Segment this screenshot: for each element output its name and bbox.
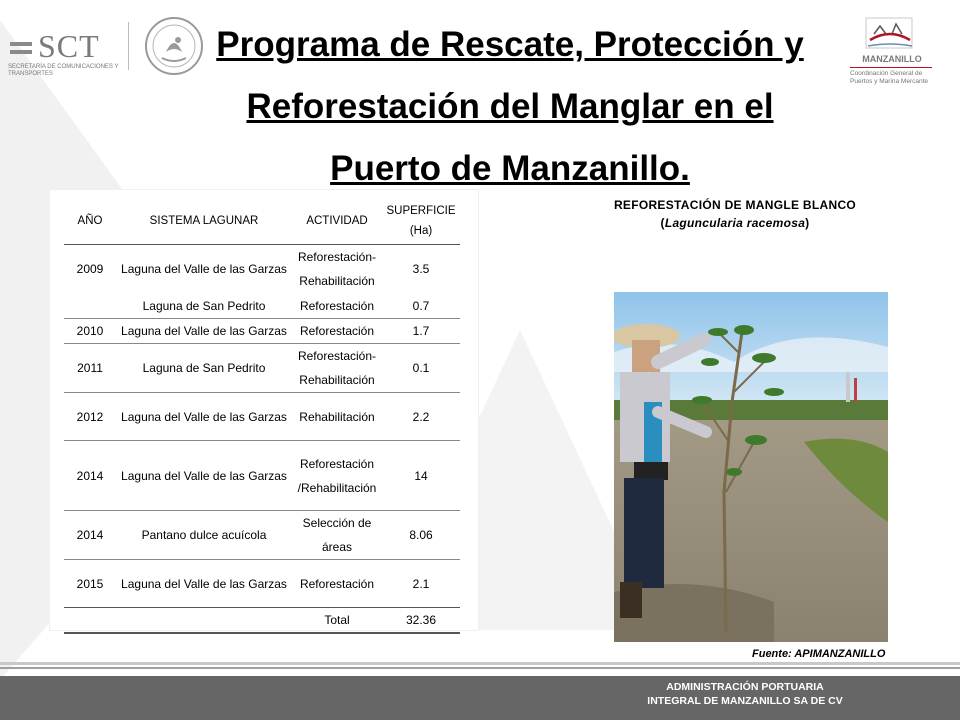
header-area-line2: (Ha) (409, 224, 433, 237)
manzanillo-logo-rule (850, 67, 932, 68)
cell-activity-line2: Rehabilitación (299, 373, 375, 387)
cell-year: 2014 (64, 441, 116, 511)
sct-logo-name: SCT (38, 28, 100, 64)
table-row (64, 244, 460, 294)
sct-mark (10, 50, 32, 54)
photo-caption-species: Laguncularia racemosa (664, 216, 806, 230)
cell-system: Laguna de San Pedrito (116, 344, 292, 393)
photo-caption (600, 196, 870, 232)
cell-activity (292, 244, 382, 294)
cell-year (64, 294, 116, 319)
header-activity: ACTIVIDAD (292, 198, 382, 244)
footer-line1: ADMINISTRACIÓN PORTUARIA (666, 681, 824, 693)
cell-system: Laguna del Valle de las Garzas (116, 393, 292, 441)
cell-area: 0.7 (412, 299, 430, 313)
paren-open: ( (660, 216, 665, 230)
cell-area: 2.2 (382, 393, 460, 441)
cell-year: 2011 (64, 344, 116, 393)
photo-caption-species-line (600, 214, 870, 232)
cell-system: Pantano dulce acuícola (116, 511, 292, 560)
cell-activity-line1: Reforestación- (297, 250, 377, 265)
manzanillo-logo-subtitle: Coordinación General de Puertos y Marina Mercante (850, 70, 929, 85)
cell-area: 2.1 (382, 560, 460, 608)
cell-activity (292, 441, 382, 511)
header-area (382, 198, 460, 244)
table-header-row (64, 198, 460, 244)
footer-bar (0, 676, 960, 720)
table-row (64, 344, 460, 393)
cell-activity: Reforestación (292, 319, 382, 344)
header-year: AÑO (64, 198, 116, 244)
cell-area: 14 (382, 441, 460, 511)
cell-empty (64, 608, 116, 634)
cell-area: 0.1 (382, 344, 460, 393)
manzanillo-logo-name: MANZANILLO (862, 54, 922, 64)
manzanillo-logo (844, 14, 936, 98)
cell-activity (292, 344, 382, 393)
cell-system: Laguna del Valle de las Garzas (121, 262, 287, 277)
cell-system: Laguna de San Pedrito (142, 299, 266, 313)
sct-mark (10, 42, 32, 46)
sct-logo (6, 20, 118, 76)
cell-year: 2009 (76, 262, 104, 277)
cell-activity: Reforestación (299, 299, 375, 313)
cell-activity-line2: /Rehabilitación (297, 480, 377, 495)
cell-year: 2015 (64, 560, 116, 608)
header-area-line1: SUPERFICIE (386, 204, 456, 217)
footer-divider (0, 662, 960, 665)
footer-line2: INTEGRAL DE MANZANILLO SA DE CV (647, 695, 843, 707)
slide-title: Programa de Rescate, Protección y Reforestación del Manglar en el Puerto de Manzanillo. (216, 25, 804, 188)
footer-org-name (600, 680, 890, 708)
cell-empty (116, 608, 292, 634)
header-system: SISTEMA LAGUNAR (116, 198, 292, 244)
cell-year: 2010 (64, 319, 116, 344)
table-row (64, 511, 460, 560)
sct-logo-subtitle: SECRETARÍA DE COMUNICACIONES Y TRANSPORTES (8, 64, 119, 77)
cell-year: 2012 (64, 393, 116, 441)
cell-activity-line1: Reforestación- (297, 349, 377, 363)
table-row (64, 319, 460, 344)
cell-area: 3.5 (412, 262, 430, 277)
total-label: Total (292, 608, 382, 634)
reforestation-table-panel (50, 190, 478, 630)
footer-divider (0, 667, 960, 669)
table-row (64, 441, 460, 511)
cell-activity (292, 511, 382, 560)
table-row (64, 393, 460, 441)
reforestation-table (64, 198, 460, 634)
photo-caption-title: REFORESTACIÓN DE MANGLE BLANCO (613, 198, 857, 212)
cell-area: 8.06 (382, 511, 460, 560)
cell-activity: Reforestación (292, 560, 382, 608)
cell-system: Laguna del Valle de las Garzas (116, 560, 292, 608)
cell-activity-line2: áreas (321, 540, 353, 554)
cell-activity-line1: Reforestación (299, 456, 375, 471)
cell-year: 2014 (64, 511, 116, 560)
table-row (64, 560, 460, 608)
logo-divider (128, 22, 129, 70)
cell-system: Laguna del Valle de las Garzas (116, 319, 292, 344)
cell-activity-line2: Rehabilitación (299, 274, 375, 289)
cell-system: Laguna del Valle de las Garzas (116, 441, 292, 511)
source-note: Fuente: APIMANZANILLO (752, 648, 886, 660)
paren-close: ) (805, 216, 810, 230)
table-row (64, 294, 460, 319)
cell-activity: Rehabilitación (292, 393, 382, 441)
cell-activity-line1: Selección de (302, 516, 372, 530)
total-value: 32.36 (382, 608, 460, 634)
table-total-row (64, 608, 460, 634)
cell-area: 1.7 (382, 319, 460, 344)
mangrove-planting-photo (614, 292, 888, 642)
